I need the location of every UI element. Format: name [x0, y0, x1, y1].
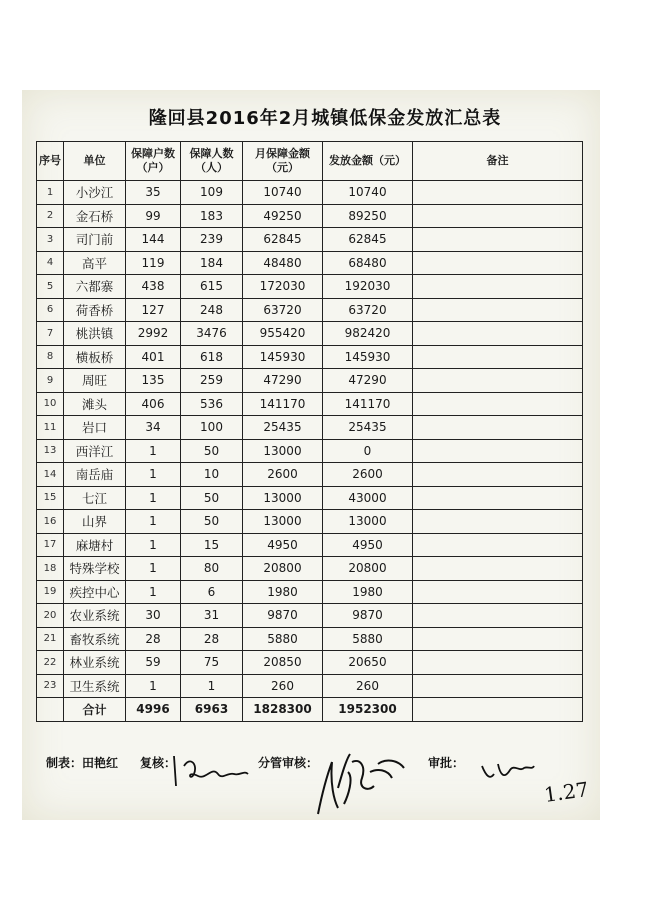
cell-monthly: 20800 — [243, 557, 323, 581]
table-row — [37, 181, 583, 205]
table-header-row — [37, 142, 583, 181]
document-title: 隆回县2016年2月城镇低保金发放汇总表 — [148, 108, 502, 129]
header-paid: 发放金额（元） — [323, 142, 413, 181]
cell-unit: 卫生系统 — [64, 674, 126, 698]
cell-paid: 63720 — [323, 298, 413, 322]
table-row — [37, 510, 583, 534]
cell-monthly: 9870 — [243, 604, 323, 628]
cell-remarks — [413, 416, 583, 440]
cell-households: 401 — [126, 345, 181, 369]
total-label: 合计 — [64, 698, 126, 722]
cell-unit: 特殊学校 — [64, 557, 126, 581]
cell-households: 99 — [126, 204, 181, 228]
table-row — [37, 416, 583, 440]
cell-households: 2992 — [126, 322, 181, 346]
cell-seq: 2 — [37, 204, 64, 228]
cell-unit: 周旺 — [64, 369, 126, 393]
supervisor-signature — [308, 748, 408, 818]
cell-persons: 618 — [181, 345, 243, 369]
cell-seq: 20 — [37, 604, 64, 628]
cell-seq: 4 — [37, 251, 64, 275]
cell-paid: 13000 — [323, 510, 413, 534]
cell-persons: 615 — [181, 275, 243, 299]
cell-monthly: 20850 — [243, 651, 323, 675]
cell-persons: 50 — [181, 486, 243, 510]
cell-persons: 31 — [181, 604, 243, 628]
cell-unit: 桃洪镇 — [64, 322, 126, 346]
cell-unit: 疾控中心 — [64, 580, 126, 604]
cell-paid: 145930 — [323, 345, 413, 369]
cell-persons: 248 — [181, 298, 243, 322]
cell-unit: 荷香桥 — [64, 298, 126, 322]
cell-persons: 50 — [181, 510, 243, 534]
cell-seq: 16 — [37, 510, 64, 534]
cell-paid: 9870 — [323, 604, 413, 628]
table-row — [37, 651, 583, 675]
cell-remarks — [413, 275, 583, 299]
summary-table — [36, 141, 583, 722]
cell-paid: 10740 — [323, 181, 413, 205]
cell-paid: 62845 — [323, 228, 413, 252]
cell-paid: 5880 — [323, 627, 413, 651]
cell-persons: 536 — [181, 392, 243, 416]
cell-unit: 岩口 — [64, 416, 126, 440]
cell-households: 406 — [126, 392, 181, 416]
cell-households: 1 — [126, 580, 181, 604]
cell-seq: 19 — [37, 580, 64, 604]
table-row — [37, 345, 583, 369]
header-persons: 保障人数（人） — [181, 142, 243, 181]
cell-seq: 18 — [37, 557, 64, 581]
cell-paid: 89250 — [323, 204, 413, 228]
cell-monthly: 145930 — [243, 345, 323, 369]
cell-paid: 68480 — [323, 251, 413, 275]
total-paid: 1952300 — [323, 698, 413, 722]
table-row — [37, 275, 583, 299]
cell-persons: 259 — [181, 369, 243, 393]
cell-monthly: 172030 — [243, 275, 323, 299]
cell-paid: 4950 — [323, 533, 413, 557]
cell-monthly: 1980 — [243, 580, 323, 604]
total-seq — [37, 698, 64, 722]
cell-monthly: 260 — [243, 674, 323, 698]
cell-monthly: 955420 — [243, 322, 323, 346]
cell-households: 1 — [126, 674, 181, 698]
cell-monthly: 141170 — [243, 392, 323, 416]
cell-persons: 1 — [181, 674, 243, 698]
cell-remarks — [413, 322, 583, 346]
cell-seq: 3 — [37, 228, 64, 252]
cell-unit: 畜牧系统 — [64, 627, 126, 651]
table-row — [37, 533, 583, 557]
cell-unit: 六都寨 — [64, 275, 126, 299]
header-seq: 序号 — [37, 142, 64, 181]
cell-remarks — [413, 181, 583, 205]
cell-seq: 5 — [37, 275, 64, 299]
cell-paid: 2600 — [323, 463, 413, 487]
cell-households: 59 — [126, 651, 181, 675]
cell-remarks — [413, 369, 583, 393]
cell-persons: 3476 — [181, 322, 243, 346]
cell-seq: 22 — [37, 651, 64, 675]
table-row — [37, 298, 583, 322]
cell-remarks — [413, 345, 583, 369]
cell-households: 28 — [126, 627, 181, 651]
cell-persons: 10 — [181, 463, 243, 487]
cell-remarks — [413, 580, 583, 604]
review-signature — [168, 752, 252, 792]
cell-monthly: 48480 — [243, 251, 323, 275]
approve-date: 1.27 — [542, 777, 590, 807]
cell-unit: 西洋江 — [64, 439, 126, 463]
cell-paid: 0 — [323, 439, 413, 463]
cell-unit: 农业系统 — [64, 604, 126, 628]
cell-remarks — [413, 557, 583, 581]
cell-paid: 43000 — [323, 486, 413, 510]
cell-persons: 100 — [181, 416, 243, 440]
header-unit: 单位 — [64, 142, 126, 181]
cell-remarks — [413, 298, 583, 322]
cell-households: 438 — [126, 275, 181, 299]
cell-unit: 南岳庙 — [64, 463, 126, 487]
cell-persons: 75 — [181, 651, 243, 675]
total-households: 4996 — [126, 698, 181, 722]
cell-seq: 15 — [37, 486, 64, 510]
cell-seq: 10 — [37, 392, 64, 416]
total-remarks — [413, 698, 583, 722]
cell-paid: 20650 — [323, 651, 413, 675]
table-row — [37, 322, 583, 346]
cell-persons: 15 — [181, 533, 243, 557]
cell-monthly: 5880 — [243, 627, 323, 651]
total-persons: 6963 — [181, 698, 243, 722]
cell-remarks — [413, 486, 583, 510]
cell-unit: 金石桥 — [64, 204, 126, 228]
table-row — [37, 674, 583, 698]
cell-persons: 239 — [181, 228, 243, 252]
cell-monthly: 2600 — [243, 463, 323, 487]
cell-unit: 司门前 — [64, 228, 126, 252]
total-row — [37, 698, 583, 722]
cell-unit: 麻塘村 — [64, 533, 126, 557]
cell-households: 144 — [126, 228, 181, 252]
cell-households: 1 — [126, 486, 181, 510]
cell-seq: 6 — [37, 298, 64, 322]
table-row — [37, 369, 583, 393]
cell-persons: 50 — [181, 439, 243, 463]
cell-remarks — [413, 228, 583, 252]
review-label: 复核： — [140, 756, 177, 770]
cell-remarks — [413, 604, 583, 628]
cell-monthly: 49250 — [243, 204, 323, 228]
cell-households: 135 — [126, 369, 181, 393]
cell-paid: 192030 — [323, 275, 413, 299]
cell-remarks — [413, 392, 583, 416]
cell-remarks — [413, 439, 583, 463]
cell-remarks — [413, 627, 583, 651]
cell-households: 35 — [126, 181, 181, 205]
cell-seq: 17 — [37, 533, 64, 557]
cell-households: 1 — [126, 463, 181, 487]
cell-monthly: 62845 — [243, 228, 323, 252]
approve-label: 审批： — [428, 756, 465, 770]
cell-seq: 1 — [37, 181, 64, 205]
cell-households: 1 — [126, 557, 181, 581]
table-row — [37, 439, 583, 463]
cell-unit: 林业系统 — [64, 651, 126, 675]
cell-households: 30 — [126, 604, 181, 628]
cell-remarks — [413, 533, 583, 557]
cell-persons: 109 — [181, 181, 243, 205]
table-row — [37, 392, 583, 416]
cell-paid: 47290 — [323, 369, 413, 393]
prepared-by — [46, 754, 118, 771]
cell-paid: 25435 — [323, 416, 413, 440]
table-row — [37, 228, 583, 252]
cell-households: 1 — [126, 439, 181, 463]
cell-persons: 28 — [181, 627, 243, 651]
cell-unit: 高平 — [64, 251, 126, 275]
approve-signature — [476, 758, 536, 788]
cell-persons: 6 — [181, 580, 243, 604]
cell-seq: 21 — [37, 627, 64, 651]
cell-households: 1 — [126, 533, 181, 557]
supervisor-label: 分管审核： — [258, 756, 319, 770]
cell-monthly: 47290 — [243, 369, 323, 393]
table-row — [37, 627, 583, 651]
cell-remarks — [413, 251, 583, 275]
cell-persons: 183 — [181, 204, 243, 228]
cell-paid: 1980 — [323, 580, 413, 604]
cell-seq: 23 — [37, 674, 64, 698]
cell-paid: 141170 — [323, 392, 413, 416]
cell-unit: 七江 — [64, 486, 126, 510]
cell-paid: 260 — [323, 674, 413, 698]
cell-remarks — [413, 463, 583, 487]
total-monthly: 1828300 — [243, 698, 323, 722]
cell-unit: 横板桥 — [64, 345, 126, 369]
cell-monthly: 13000 — [243, 510, 323, 534]
cell-households: 1 — [126, 510, 181, 534]
cell-remarks — [413, 204, 583, 228]
prepared-name: 田艳红 — [82, 756, 119, 770]
cell-unit: 滩头 — [64, 392, 126, 416]
cell-monthly: 4950 — [243, 533, 323, 557]
cell-unit: 小沙江 — [64, 181, 126, 205]
cell-persons: 80 — [181, 557, 243, 581]
header-households: 保障户数（户） — [126, 142, 181, 181]
cell-seq: 11 — [37, 416, 64, 440]
cell-paid: 20800 — [323, 557, 413, 581]
cell-remarks — [413, 674, 583, 698]
cell-paid: 982420 — [323, 322, 413, 346]
cell-seq: 8 — [37, 345, 64, 369]
cell-households: 34 — [126, 416, 181, 440]
header-remarks: 备注 — [413, 142, 583, 181]
cell-households: 119 — [126, 251, 181, 275]
cell-monthly: 13000 — [243, 486, 323, 510]
table-row — [37, 204, 583, 228]
table-row — [37, 486, 583, 510]
cell-remarks — [413, 651, 583, 675]
cell-households: 127 — [126, 298, 181, 322]
cell-seq: 7 — [37, 322, 64, 346]
table-row — [37, 604, 583, 628]
table-row — [37, 463, 583, 487]
cell-remarks — [413, 510, 583, 534]
cell-monthly: 10740 — [243, 181, 323, 205]
table-row — [37, 557, 583, 581]
header-monthly: 月保障金额（元） — [243, 142, 323, 181]
table-row — [37, 251, 583, 275]
cell-monthly: 25435 — [243, 416, 323, 440]
prepared-label: 制表： — [46, 756, 83, 770]
cell-persons: 184 — [181, 251, 243, 275]
cell-seq: 13 — [37, 439, 64, 463]
cell-monthly: 63720 — [243, 298, 323, 322]
cell-seq: 9 — [37, 369, 64, 393]
cell-seq: 14 — [37, 463, 64, 487]
cell-unit: 山界 — [64, 510, 126, 534]
table-row — [37, 580, 583, 604]
cell-monthly: 13000 — [243, 439, 323, 463]
